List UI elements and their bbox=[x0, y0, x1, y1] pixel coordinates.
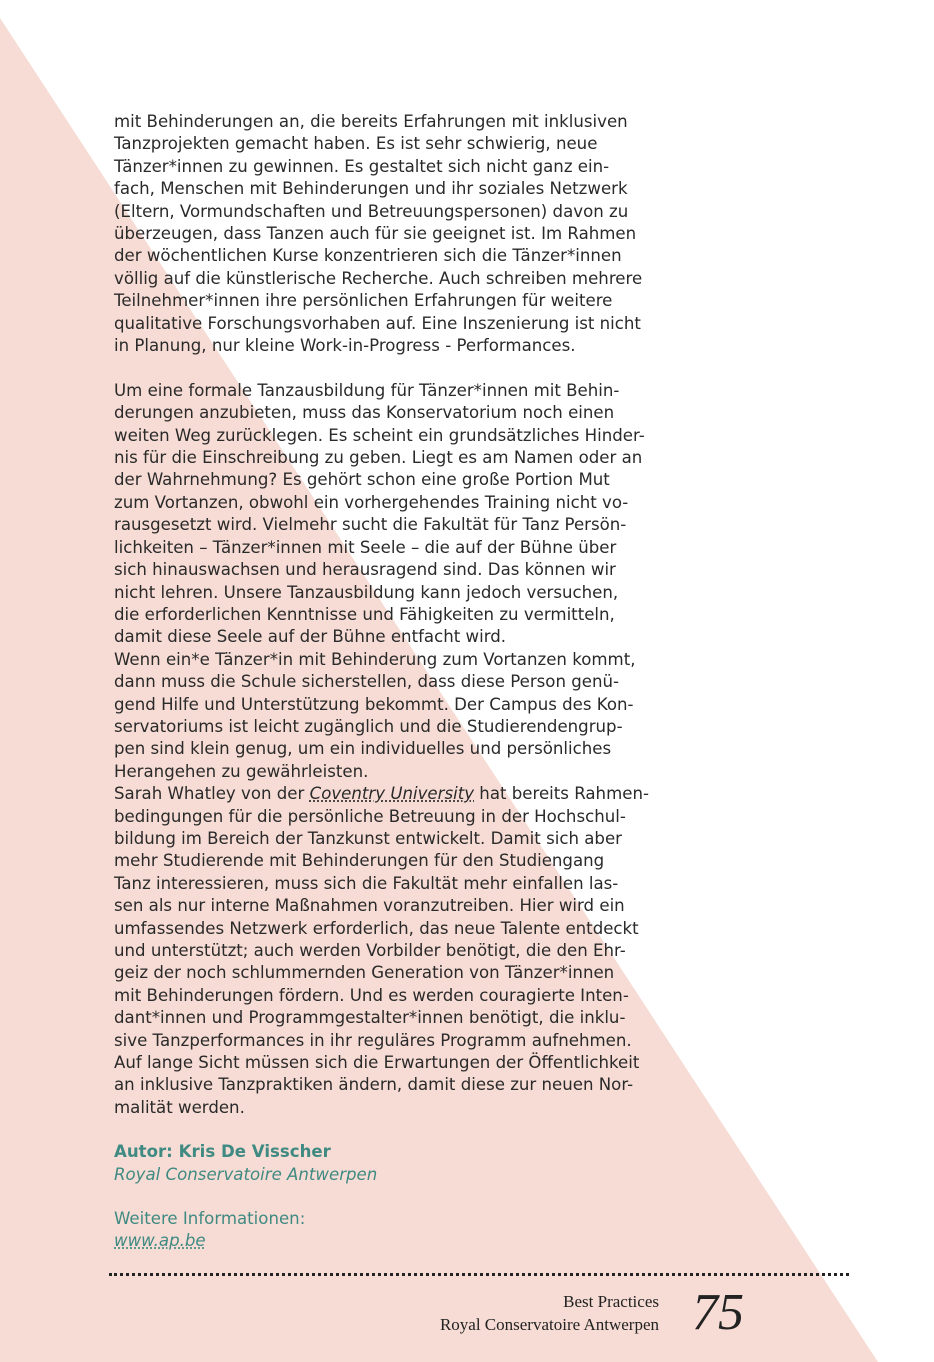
paragraph bbox=[114, 783, 674, 1119]
paragraph-gap bbox=[114, 357, 674, 379]
paragraph: mit Behinderungen an, die bereits Erfahrungen mit inklusiven Tanzprojekten gemacht haben. Es ist sehr schwierig, neue Tänzer*innen zu gewinnen. Es gestaltet sich nicht ganz ein- fach, Menschen mit Behinderungen und ihr soziales Netzwerk (Eltern, Vormundschaften und Betreuungspersonen) davon zu überzeugen, dass Tanzen auch für sie geeignet ist. Im Rahmen der wöchentlichen Kurse konzentrieren sich die Tänzer*innen völlig auf die künstlerische Recherche. Auch schreiben mehrere Teilnehmer*innen ihre persönlichen Erfahrungen für weitere qualitative Forschungsvorhaben auf. Eine Inszenierung ist nicht in Planung, nur kleine Work-in-Progress - Performances. bbox=[114, 112, 643, 356]
author-organization: Royal Conservatoire Antwerpen bbox=[114, 1164, 378, 1184]
paragraph-text: Sarah Whatley von der bbox=[114, 784, 310, 804]
author-name: Autor: Kris De Visscher bbox=[114, 1142, 331, 1162]
coventry-university-link[interactable]: Coventry University bbox=[309, 784, 475, 804]
footer-divider bbox=[109, 1273, 849, 1276]
paragraph: Um eine formale Tanzausbildung für Tänzer*innen mit Behin- derungen anzubieten, muss das Konservatorium noch einen weiten Weg zurücklegen. Es scheint ein grundsätzliches Hinder- nis für die Einschreibung zu geben. Liegt es am Namen oder an der Wahrnehmung? Es gehört schon eine große Portion Mut zum Vortanzen, obwohl ein vorhergehendes Training nicht vo- rausgesetzt wird. Vielmehr sucht die Fakultät für Tanz Persön- lichkeiten – Tänzer*innen mit Seele – die auf der Bühne über sich hinauswachsen und herausragend sind. Das können wir nicht lehren. Unsere Tanzausbildung kann jedoch versuchen, die erforderlichen Kenntnisse und Fähigkeiten zu vermitteln, damit diese Seele auf der Bühne entfacht wird. bbox=[114, 380, 645, 647]
more-info-label: Weitere Informationen: bbox=[114, 1209, 306, 1229]
footer-section: Best Practices bbox=[563, 1292, 659, 1311]
paragraph: Wenn ein*e Tänzer*in mit Behinderung zum Vortanzen kommt, dann muss die Schule sicherstellen, dass diese Person genü- gend Hilfe und Unterstützung bekommt. Der Campus des Kon- servatoriums ist leicht zugänglich und die Studierendengrup- pen sind klein genug, um ein individuelles und persönliches Herangehen zu gewährleisten. bbox=[114, 649, 636, 781]
author-block bbox=[114, 1141, 674, 1186]
footer-organization: Royal Conservatoire Antwerpen bbox=[439, 1315, 659, 1334]
article-body bbox=[114, 111, 674, 1253]
footer-caption bbox=[440, 1290, 659, 1336]
more-info-block bbox=[114, 1208, 674, 1253]
page-number: 75 bbox=[692, 1284, 744, 1341]
paragraph-text: hat bereits Rahmen- bedingungen für die persönliche Betreuung in der Hochschul- bildung im Bereich der Tanzkunst entwickelt. Damit sich aber mehr Studierende mit Behinderungen für den Studiengang Tanz interessieren, muss sich die Fakultät mehr einfallen las- sen als nur interne Maßnahmen voranzutreiben. Hier wird ein umfassendes Netzwerk erforderlich, das neue Talente entdeckt und unterstützt; auch werden Vorbilder benötigt, die den Ehr- geiz der noch schlummernden Generation von Tänzer*innen mit Behinderungen fördern. Und es werden couragierte Inten- dant*innen und Programmgestalter*innen benötigt, die inklu- sive Tanzperformances in ihr reguläres Programm aufnehmen. Auf lange Sicht müssen sich die Erwartungen der Öffentlichkeit an inklusive Tanzpraktiken ändern, damit diese zur neuen Nor- malität werden. bbox=[114, 784, 649, 1117]
more-info-link[interactable]: www.ap.be bbox=[114, 1231, 206, 1251]
